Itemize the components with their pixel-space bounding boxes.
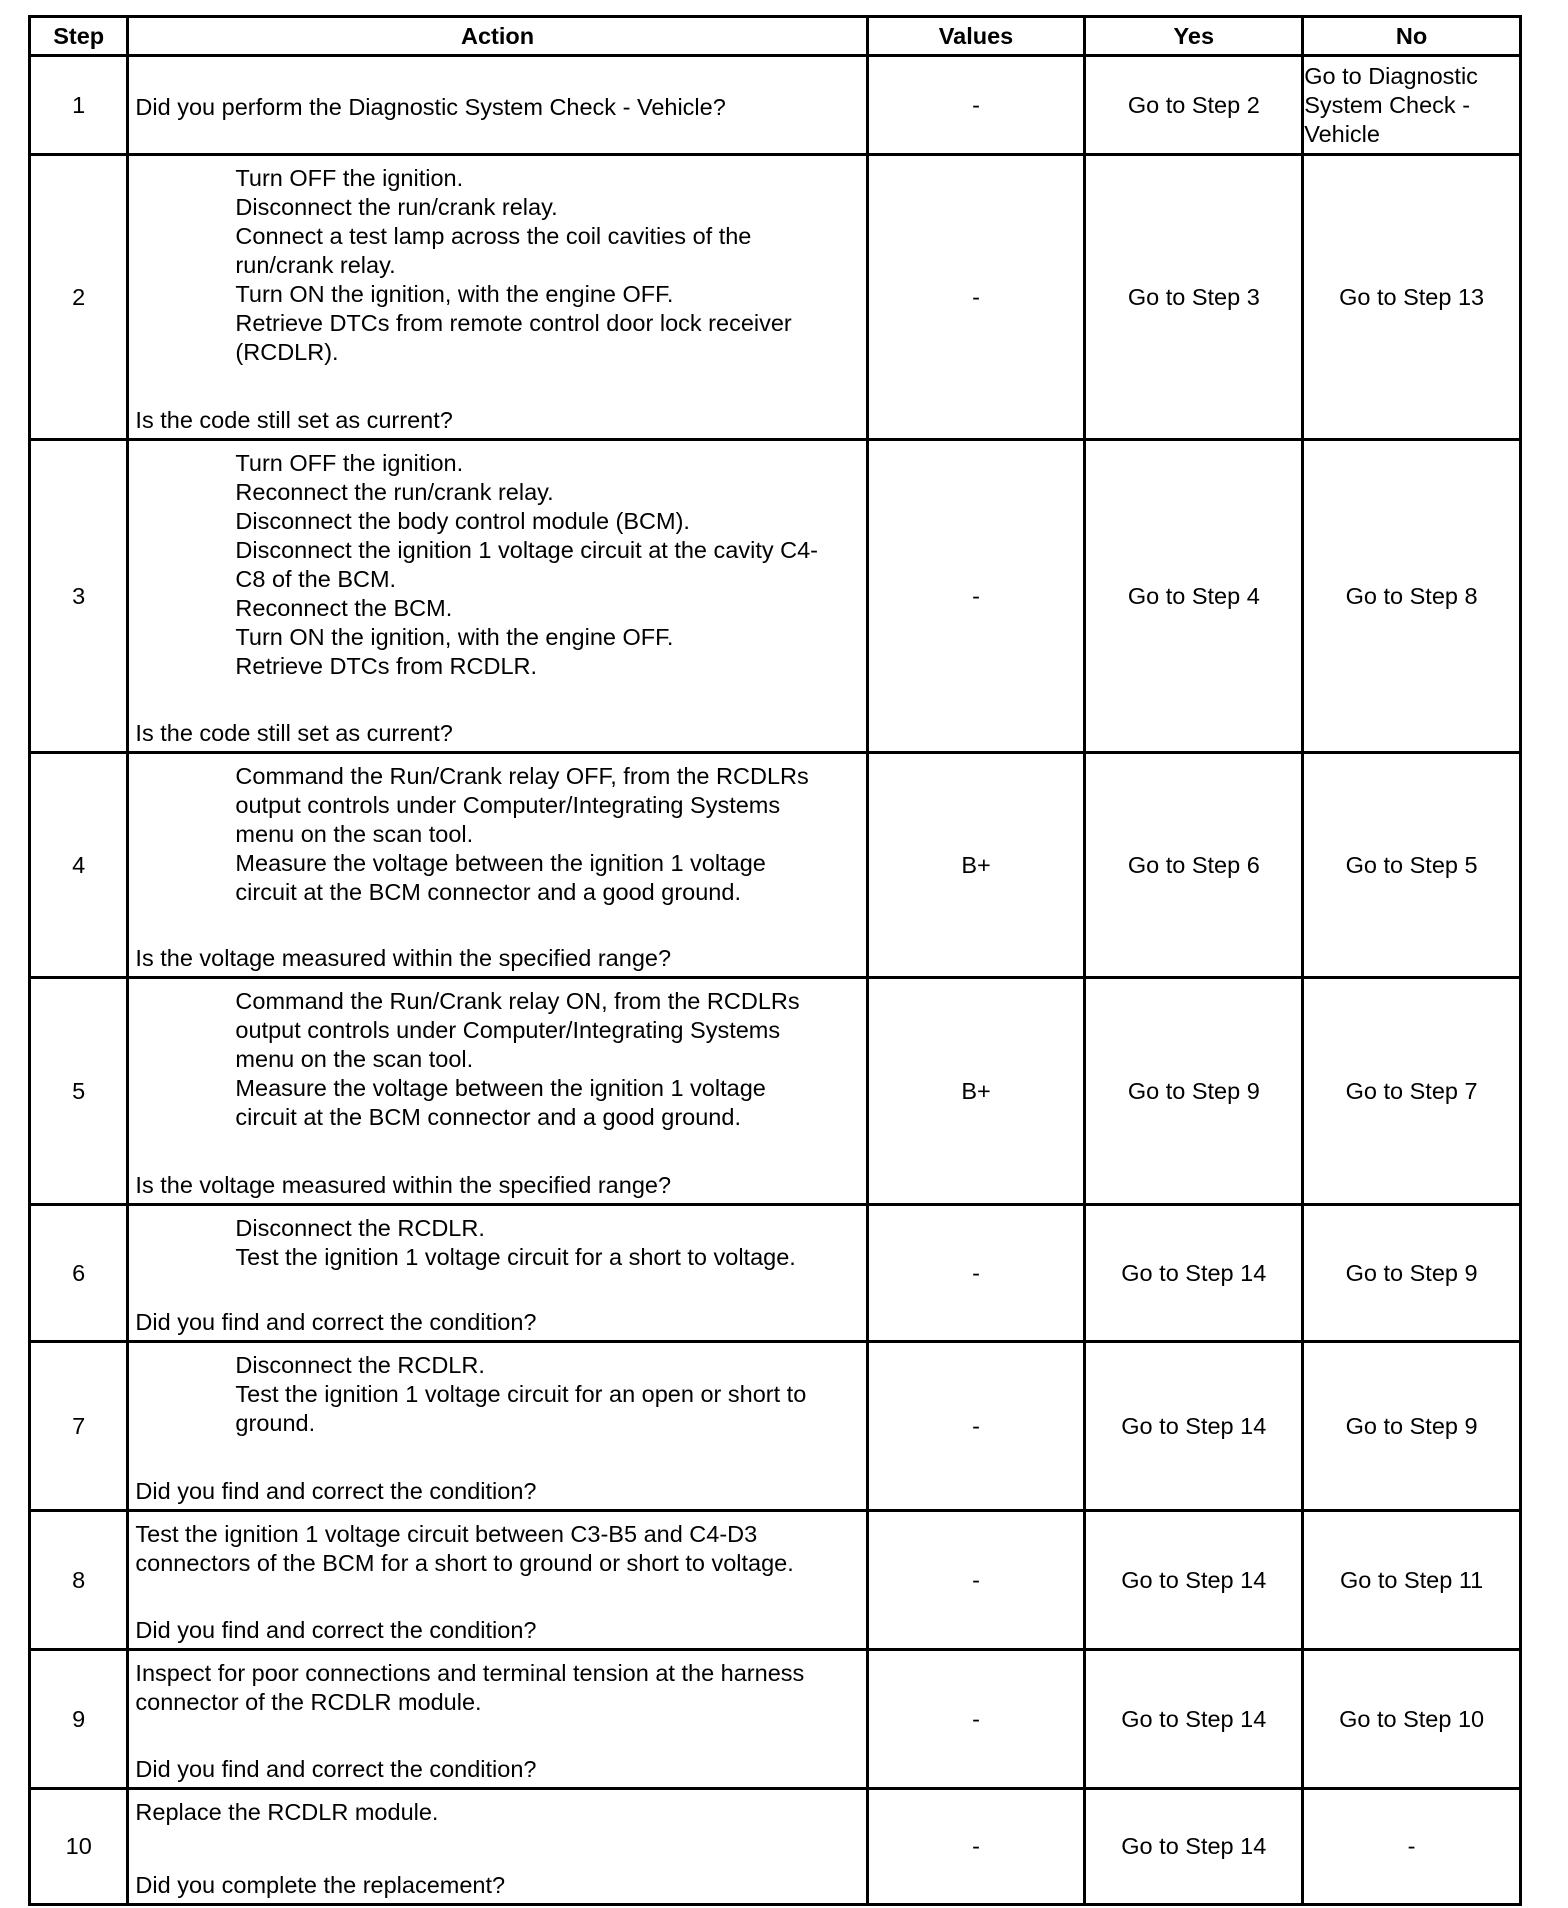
table-row (30, 440, 1521, 753)
action-cell (128, 978, 867, 1205)
no-cell (1303, 1511, 1521, 1650)
header-yes: Yes (1085, 17, 1303, 56)
no-cell (1303, 1650, 1521, 1789)
action-line: Test the ignition 1 voltage circuit for an open or short to (235, 1380, 807, 1407)
action-cell (128, 1342, 867, 1511)
value-cell: B+ (867, 753, 1085, 978)
value-cell: - (867, 56, 1085, 155)
action-line: Reconnect the run/crank relay. (235, 478, 554, 505)
no-cell (1303, 440, 1521, 753)
value-cell: - (867, 155, 1085, 440)
action-line: menu on the scan tool. (235, 1045, 474, 1072)
action-question: Is the code still set as current? (135, 719, 453, 746)
step-number: 10 (30, 1789, 128, 1905)
action-cell (128, 1511, 867, 1650)
yes-cell: Go to Step 4 (1085, 440, 1303, 753)
action-question: Did you find and correct the condition? (135, 1308, 537, 1335)
diagnostic-table (28, 15, 1522, 1906)
action-line: menu on the scan tool. (235, 820, 474, 847)
yes-cell: Go to Step 14 (1085, 1205, 1303, 1342)
table-row (30, 56, 1521, 155)
table-row (30, 978, 1521, 1205)
value-cell: - (867, 1511, 1085, 1650)
step-number: 9 (30, 1650, 128, 1789)
header-step: Step (30, 17, 128, 56)
action-line: Measure the voltage between the ignition 1 voltage (235, 849, 766, 876)
action-question: Did you complete the replacement? (135, 1871, 506, 1898)
action-cell (128, 155, 867, 440)
no-cell (1303, 1789, 1521, 1905)
no-line: System Check - (1304, 91, 1471, 118)
table-row (30, 1205, 1521, 1342)
no-cell (1303, 56, 1521, 155)
action-line: ground. (235, 1409, 316, 1436)
action-line: Disconnect the run/crank relay. (235, 193, 558, 220)
action-instructions (135, 1792, 859, 1827)
action-question: Did you find and correct the condition? (135, 1477, 537, 1504)
action-line: Turn ON the ignition, with the engine OFF. (235, 623, 674, 650)
action-line: Replace the RCDLR module. (135, 1798, 439, 1825)
no-line: Go to Step 11 (1339, 1566, 1484, 1593)
action-line: circuit at the BCM connector and a good ground. (235, 878, 741, 905)
action-line: Turn OFF the ignition. (235, 164, 464, 191)
action-line: connector of the RCDLR module. (135, 1688, 482, 1715)
step-number: 6 (30, 1205, 128, 1342)
yes-cell: Go to Step 9 (1085, 978, 1303, 1205)
header-values: Values (867, 17, 1085, 56)
yes-cell: Go to Step 14 (1085, 1650, 1303, 1789)
action-line: Retrieve DTCs from RCDLR. (235, 652, 538, 679)
action-line: Test the ignition 1 voltage circuit for a short to voltage. (235, 1243, 796, 1270)
value-cell: - (867, 1650, 1085, 1789)
action-line: Disconnect the ignition 1 voltage circuit at the cavity C4- (235, 536, 818, 563)
table-row (30, 1789, 1521, 1905)
no-line: Go to Step 13 (1339, 283, 1485, 310)
action-cell (128, 56, 867, 155)
yes-cell: Go to Step 14 (1085, 1789, 1303, 1905)
action-instructions (135, 1208, 859, 1272)
table-row (30, 753, 1521, 978)
action-question: Is the voltage measured within the specified range? (135, 1171, 672, 1198)
no-cell (1303, 1205, 1521, 1342)
action-cell (128, 440, 867, 753)
action-line: circuit at the BCM connector and a good ground. (235, 1103, 741, 1130)
table-row (30, 1650, 1521, 1789)
yes-cell: Go to Step 14 (1085, 1511, 1303, 1650)
no-line: Go to Step 10 (1339, 1705, 1485, 1732)
action-line: output controls under Computer/Integrating Systems (235, 1016, 781, 1043)
action-line: Retrieve DTCs from remote control door lock receiver (235, 309, 792, 336)
header-no: No (1303, 17, 1521, 56)
action-question: Did you find and correct the condition? (135, 1616, 537, 1643)
action-line: connectors of the BCM for a short to ground or short to voltage. (135, 1549, 794, 1576)
action-cell (128, 1789, 867, 1905)
action-question: Did you find and correct the condition? (135, 1755, 537, 1782)
table-row (30, 1511, 1521, 1650)
no-line: Go to Diagnostic (1304, 62, 1478, 89)
no-line: Go to Step 7 (1345, 1077, 1478, 1104)
table-row (30, 155, 1521, 440)
value-cell: - (867, 1205, 1085, 1342)
no-line: Go to Step 8 (1345, 582, 1478, 609)
value-cell: - (867, 1789, 1085, 1905)
step-number: 5 (30, 978, 128, 1205)
action-line: Measure the voltage between the ignition 1 voltage (235, 1074, 766, 1101)
action-line: C8 of the BCM. (235, 565, 397, 592)
value-cell: - (867, 1342, 1085, 1511)
action-line: Disconnect the body control module (BCM). (235, 507, 690, 534)
action-line: Reconnect the BCM. (235, 594, 453, 621)
action-question: Did you perform the Diagnostic System Check - Vehicle? (135, 93, 726, 120)
action-instructions (135, 1514, 859, 1578)
table-body (30, 56, 1521, 1905)
no-cell (1303, 1342, 1521, 1511)
action-instructions (135, 1345, 859, 1438)
no-cell (1303, 978, 1521, 1205)
yes-cell: Go to Step 3 (1085, 155, 1303, 440)
action-line: run/crank relay. (235, 251, 396, 278)
no-line: - (1407, 1833, 1416, 1859)
step-number: 3 (30, 440, 128, 753)
action-line: Turn OFF the ignition. (235, 449, 464, 476)
action-question: Is the code still set as current? (135, 406, 453, 433)
yes-cell: Go to Step 6 (1085, 753, 1303, 978)
no-cell (1303, 155, 1521, 440)
action-instructions (135, 158, 859, 367)
action-line: Turn ON the ignition, with the engine OFF. (235, 280, 674, 307)
action-line: output controls under Computer/Integrating Systems (235, 791, 781, 818)
step-number: 8 (30, 1511, 128, 1650)
step-number: 1 (30, 56, 128, 155)
action-line: Disconnect the RCDLR. (235, 1351, 485, 1378)
step-number: 4 (30, 753, 128, 978)
yes-cell: Go to Step 2 (1085, 56, 1303, 155)
action-cell (128, 1205, 867, 1342)
action-cell (128, 1650, 867, 1789)
action-line: Connect a test lamp across the coil cavities of the (235, 222, 752, 249)
yes-cell: Go to Step 14 (1085, 1342, 1303, 1511)
action-cell (128, 753, 867, 978)
no-cell (1303, 753, 1521, 978)
value-cell: B+ (867, 978, 1085, 1205)
action-line: Disconnect the RCDLR. (235, 1214, 485, 1241)
action-line: Command the Run/Crank relay ON, from the RCDLRs (235, 987, 800, 1014)
no-line: Go to Step 9 (1345, 1259, 1478, 1286)
no-line: Vehicle (1304, 120, 1380, 147)
step-number: 7 (30, 1342, 128, 1511)
action-instructions (135, 443, 859, 681)
header-action: Action (128, 17, 867, 56)
step-number: 2 (30, 155, 128, 440)
action-line: Command the Run/Crank relay OFF, from the RCDLRs (235, 762, 809, 789)
action-instructions (135, 756, 859, 907)
no-line: Go to Step 5 (1345, 851, 1478, 878)
table-header-row (30, 17, 1521, 56)
action-instructions (135, 1653, 859, 1717)
action-line: Test the ignition 1 voltage circuit between C3-B5 and C4-D3 (135, 1520, 758, 1547)
action-line: Inspect for poor connections and terminal tension at the harness (135, 1659, 805, 1686)
action-instructions (135, 981, 859, 1132)
no-line: Go to Step 9 (1345, 1412, 1478, 1439)
table-row (30, 1342, 1521, 1511)
value-cell: - (867, 440, 1085, 753)
action-line: (RCDLR). (235, 338, 339, 365)
action-question: Is the voltage measured within the specified range? (135, 944, 672, 971)
